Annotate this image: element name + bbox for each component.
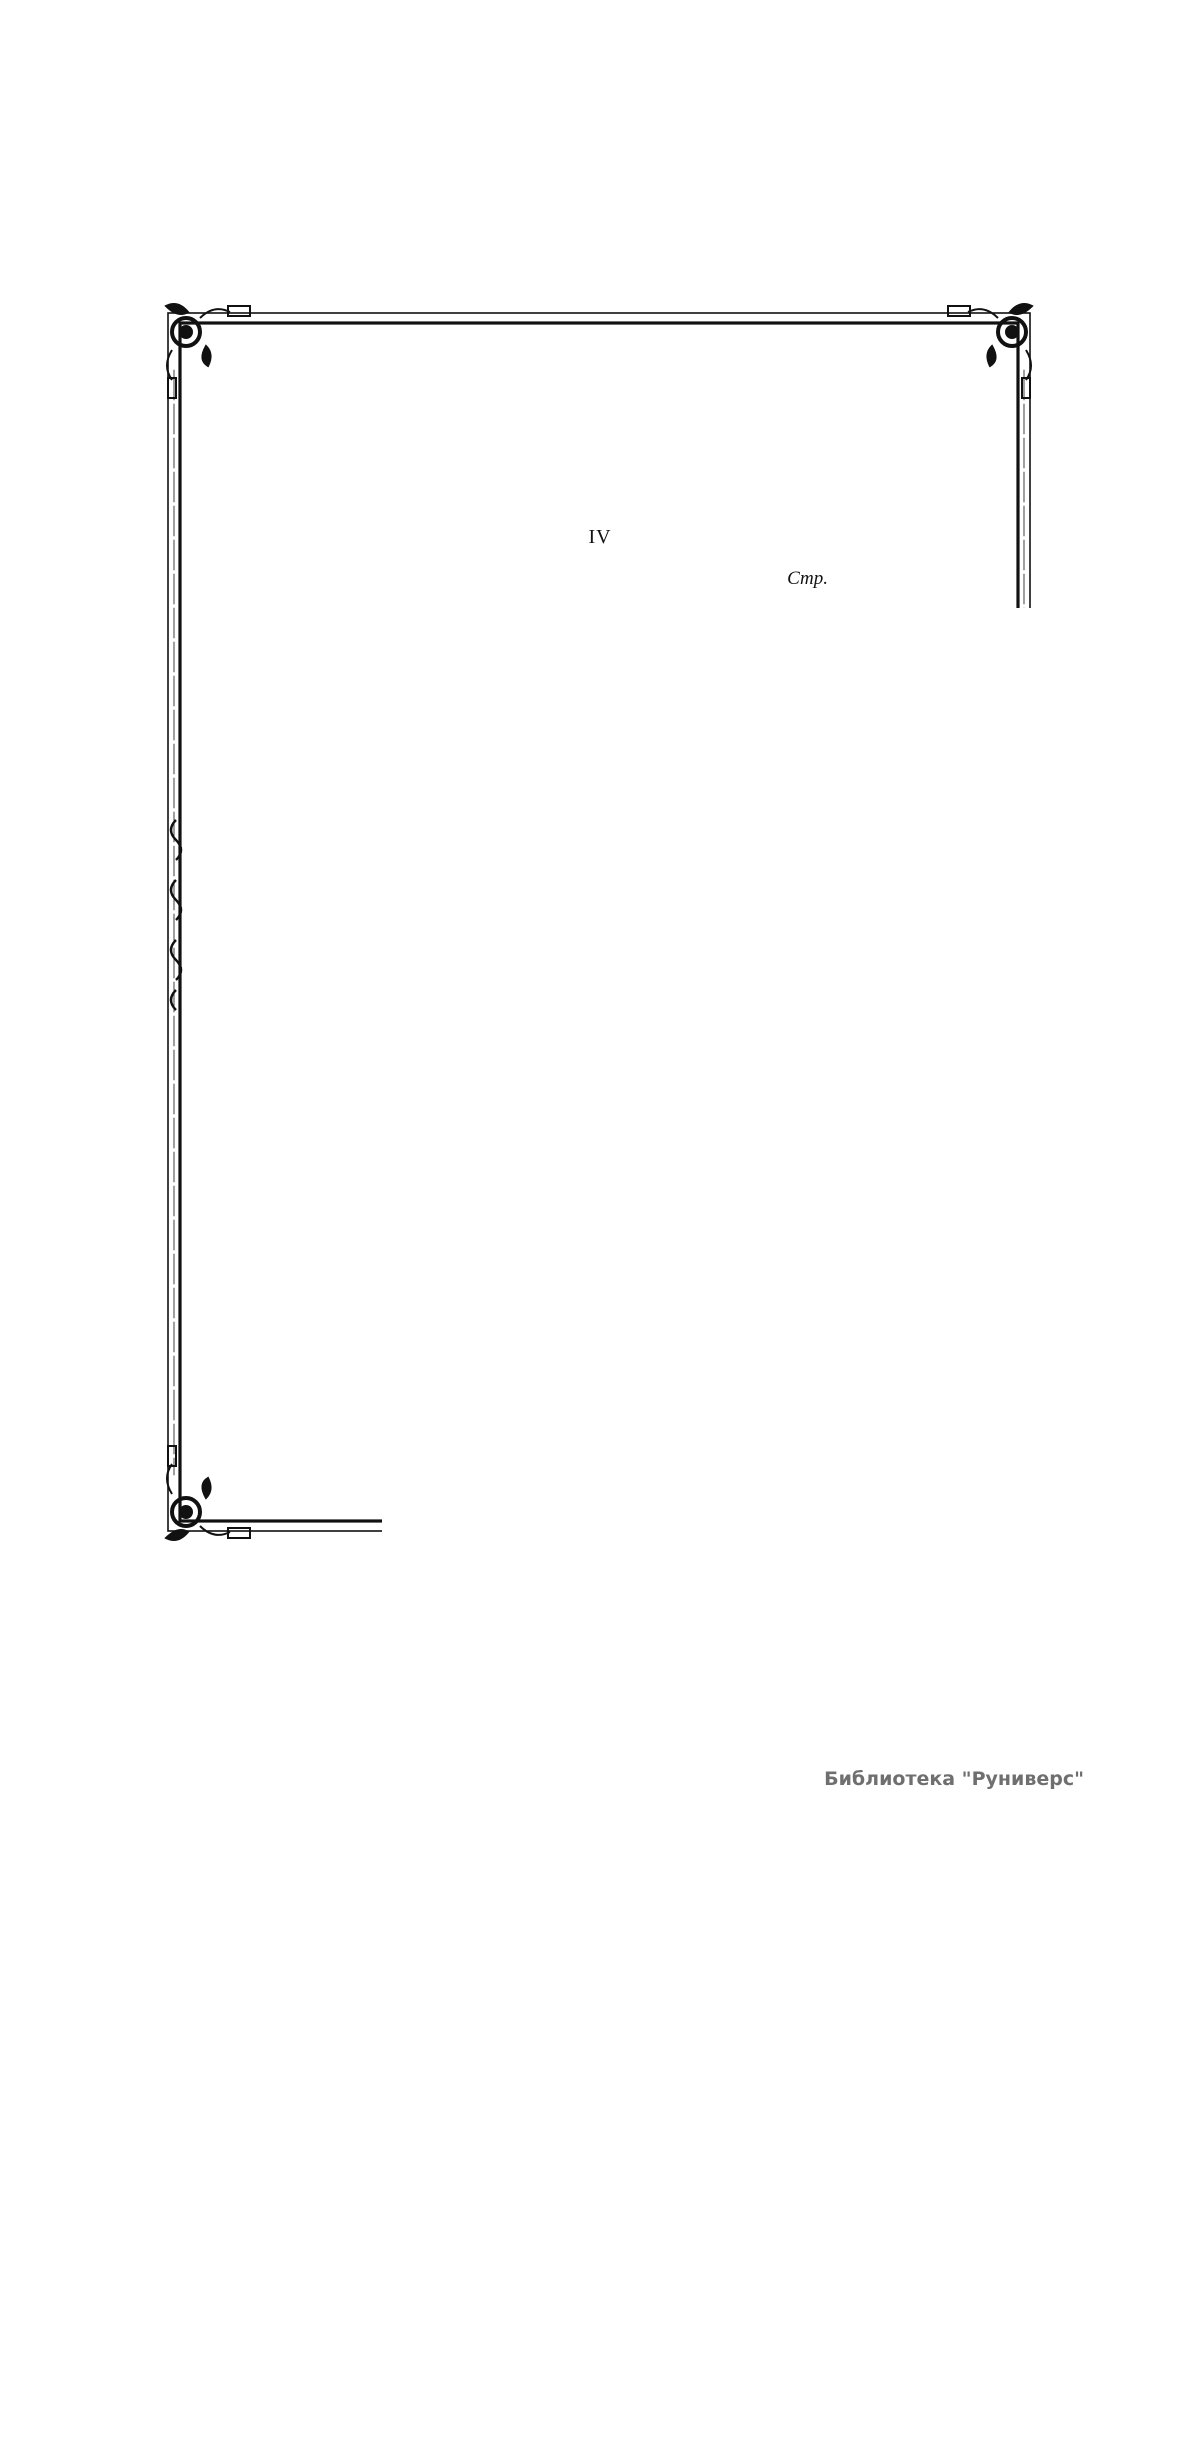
page-column-header: Стр. [787,568,828,589]
toc-entry [382,1275,826,1302]
page-number: IV [588,526,612,548]
toc-entry-page [382,608,1200,2443]
table-of-contents [382,608,826,1302]
library-watermark: Библиотека "Руниверс" [824,1768,1084,1790]
